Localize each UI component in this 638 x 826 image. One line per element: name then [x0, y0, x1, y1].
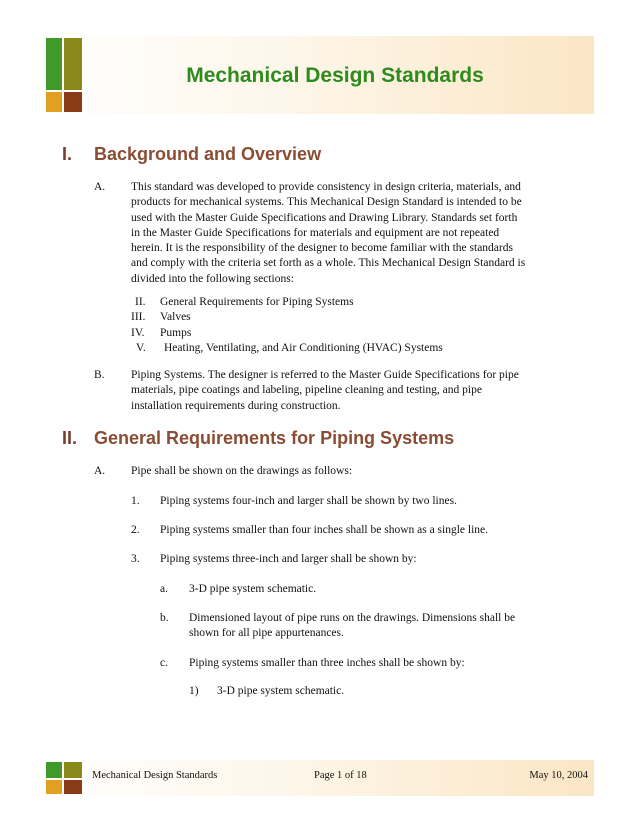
logo-square-brown — [64, 92, 82, 112]
subitem-text: 3-D pipe system schematic. — [189, 583, 317, 595]
list-item-number: II. — [135, 296, 146, 308]
page-title: Mechanical Design Standards — [186, 64, 484, 87]
subsub-text: 3-D pipe system schematic. — [217, 685, 345, 697]
item-number: 1. — [131, 495, 140, 507]
subitem-number: a. — [160, 583, 168, 595]
para-line: and comply with the criteria set forth as a whole. This Mechanical Design Standard is — [131, 257, 526, 270]
item-text: Piping systems smaller than four inches shall be shown as a single line. — [160, 524, 489, 536]
para-line: Dimensioned layout of pipe runs on the drawings. Dimensions shall be — [189, 612, 516, 624]
para-line: in the Master Guide Specifications for materials and equipment are not repeated — [131, 226, 500, 239]
list-item-label: Pumps — [160, 326, 192, 339]
logo-square-orange — [46, 92, 62, 112]
header-logo — [44, 36, 84, 114]
section-2-a-marker: A. — [94, 465, 106, 477]
footer-left: Mechanical Design Standards — [92, 770, 218, 781]
item-text: Piping systems four-inch and larger shall be shown by two lines. — [160, 495, 457, 507]
list-item-number: V. — [136, 341, 146, 354]
logo-square-olive — [64, 762, 82, 778]
logo-square-brown — [64, 780, 82, 794]
section-1-b-marker: B. — [94, 369, 105, 381]
para-line: herein. It is the responsibility of the designer to become familiar with the standards — [131, 242, 513, 255]
list-item-label: Valves — [160, 311, 191, 324]
subitem-text: Piping systems smaller than three inches shall be shown by: — [189, 657, 465, 669]
para-line: products for mechanical systems. This Mechanical Design Standard is intended to be — [131, 196, 522, 209]
para-line: installation requirements during construction. — [131, 399, 341, 412]
section-1-number: I. — [62, 144, 73, 164]
section-1-a-paragraph — [131, 180, 525, 287]
logo-square-orange — [46, 780, 62, 794]
logo-square-olive — [64, 38, 82, 90]
list-item-number: IV. — [131, 326, 145, 339]
footer-logo — [44, 760, 84, 796]
section-2-title: General Requirements for Piping Systems — [94, 428, 455, 448]
footer-date: May 10, 2004 — [529, 770, 588, 781]
section-1-a-marker: A. — [94, 181, 106, 193]
subitem-number: b. — [160, 612, 169, 624]
para-line: used with the Master Guide Specifications and Drawing Library. Standards set forth — [131, 211, 518, 224]
section-2-a-text: Pipe shall be shown on the drawings as follows: — [131, 465, 353, 477]
item-number: 2. — [131, 524, 140, 536]
para-line: shown for all pipe appurtenances. — [189, 627, 344, 640]
list-item-label: General Requirements for Piping Systems — [160, 296, 354, 308]
para-line: materials, pipe coatings and labeling, pipeline cleaning and testing, and pipe — [131, 384, 482, 397]
section-1-title: Background and Overview — [94, 144, 322, 164]
item-text: Piping systems three-inch and larger shall be shown by: — [160, 553, 417, 565]
list-item-number: III. — [131, 311, 146, 324]
subitem-text — [189, 611, 515, 642]
section-2-number: II. — [62, 428, 78, 448]
logo-square-green — [46, 762, 62, 778]
footer-page-number: Page 1 of 18 — [314, 770, 367, 781]
list-item-label: Heating, Ventilating, and Air Conditioning (HVAC) Systems — [164, 341, 443, 354]
para-line: divided into the following sections: — [131, 272, 294, 285]
subsub-number: 1) — [189, 685, 199, 697]
item-number: 3. — [131, 553, 140, 565]
para-line: Piping Systems. The designer is referred to the Master Guide Specifications for pipe — [131, 369, 519, 381]
subitem-number: c. — [160, 657, 168, 669]
section-1-b-paragraph — [131, 368, 519, 414]
logo-square-green — [46, 38, 62, 90]
para-line: This standard was developed to provide consistency in design criteria, materials, and — [131, 181, 521, 193]
